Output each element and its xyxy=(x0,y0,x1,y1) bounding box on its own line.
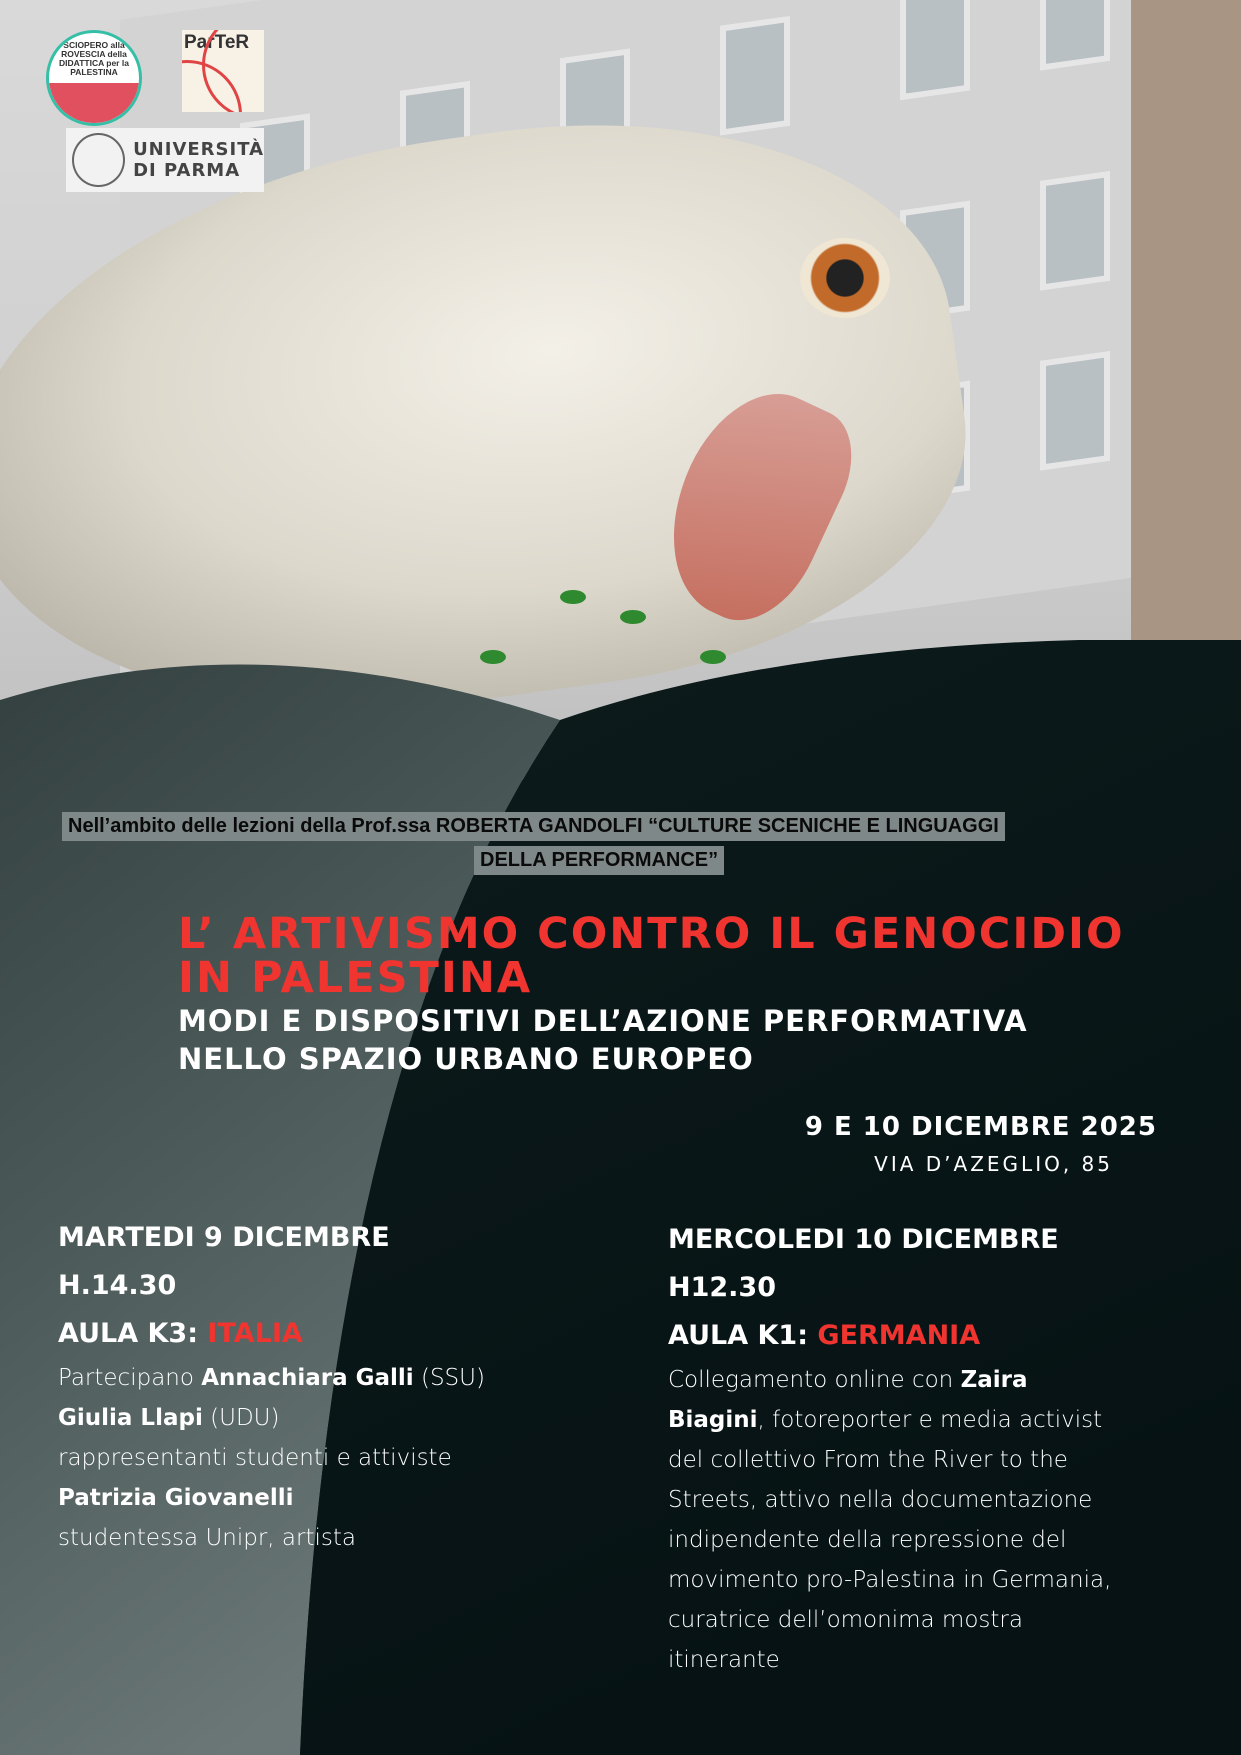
text: (SSU) xyxy=(413,1365,485,1391)
day1-participants xyxy=(58,1358,485,1558)
day2-date: MERCOLEDI 10 DICEMBRE xyxy=(668,1224,1059,1255)
text: curatrice dell’omonima mostra xyxy=(668,1607,1023,1633)
day2-room xyxy=(668,1312,1111,1360)
speaker-name: Annachiara Galli xyxy=(201,1365,414,1391)
sciopero-logo xyxy=(46,30,142,126)
speaker-name: Giulia Llapi xyxy=(58,1405,203,1431)
parter-logo xyxy=(182,30,264,112)
speaker-name: Patrizia Giovanelli xyxy=(58,1485,294,1511)
day1-section xyxy=(58,1214,485,1558)
watermelon-icon xyxy=(49,83,139,126)
text: Partecipano xyxy=(58,1365,202,1391)
unipr-line2: DI PARMA xyxy=(133,160,241,181)
event-dates: 9 E 10 DICEMBRE 2025 xyxy=(804,1112,1157,1142)
room-label: AULA K3: xyxy=(58,1318,198,1349)
university-seal-icon xyxy=(72,133,125,187)
room-label: AULA K1: xyxy=(668,1320,808,1351)
text: itinerante xyxy=(668,1647,780,1673)
title-line1: L’ ARTIVISMO CONTRO IL GENOCIDIO xyxy=(178,909,1125,959)
title-line2: IN PALESTINA xyxy=(178,953,533,1003)
speaker-name: Biagini xyxy=(668,1407,758,1433)
day1-date: MARTEDI 9 DICEMBRE xyxy=(58,1222,390,1253)
text: (UDU) xyxy=(202,1405,280,1431)
text: studentessa Unipr, artista xyxy=(58,1525,356,1551)
day1-time: H.14.30 xyxy=(58,1270,177,1301)
text: Collegamento online con xyxy=(668,1367,961,1393)
country-label: GERMANIA xyxy=(817,1320,981,1351)
day2-section xyxy=(668,1216,1111,1680)
text: Streets, attivo nella documentazione xyxy=(668,1487,1093,1513)
dove-eye xyxy=(800,238,890,318)
unipr-line1: UNIVERSITÀ xyxy=(133,139,264,160)
text: indipendente della repressione del xyxy=(668,1527,1067,1553)
text: rappresentanti studenti e attiviste xyxy=(58,1445,452,1471)
text: movimento pro-Palestina in Germania, xyxy=(668,1567,1112,1593)
subtitle-line1: MODI E DISPOSITIVI DELL’AZIONE PERFORMATIVA xyxy=(178,1004,1028,1038)
day2-description xyxy=(668,1360,1111,1680)
course-banner-line1: Nell’ambito delle lezioni della Prof.ssa ROBERTA GANDOLFI “CULTURE SCENICHE E LINGUAGGI xyxy=(62,812,1005,841)
day2-time: H12.30 xyxy=(668,1272,776,1303)
text: , fotoreporter e media activist xyxy=(757,1407,1103,1433)
course-banner-line2: DELLA PERFORMANCE” xyxy=(474,846,724,875)
speaker-name: Zaira xyxy=(960,1367,1028,1393)
sciopero-logo-text: SCIOPERO alla ROVESCIA della DIDATTICA per la PALESTINA xyxy=(59,40,129,77)
unipr-logo xyxy=(66,128,264,192)
day1-room xyxy=(58,1310,485,1358)
event-address: VIA D’AZEGLIO, 85 xyxy=(874,1152,1113,1176)
country-label: ITALIA xyxy=(207,1318,303,1349)
parter-logo-text: ParTeR xyxy=(184,32,250,53)
text: del collettivo From the River to the xyxy=(668,1447,1068,1473)
subtitle-line2: NELLO SPAZIO URBANO EUROPEO xyxy=(178,1042,754,1076)
